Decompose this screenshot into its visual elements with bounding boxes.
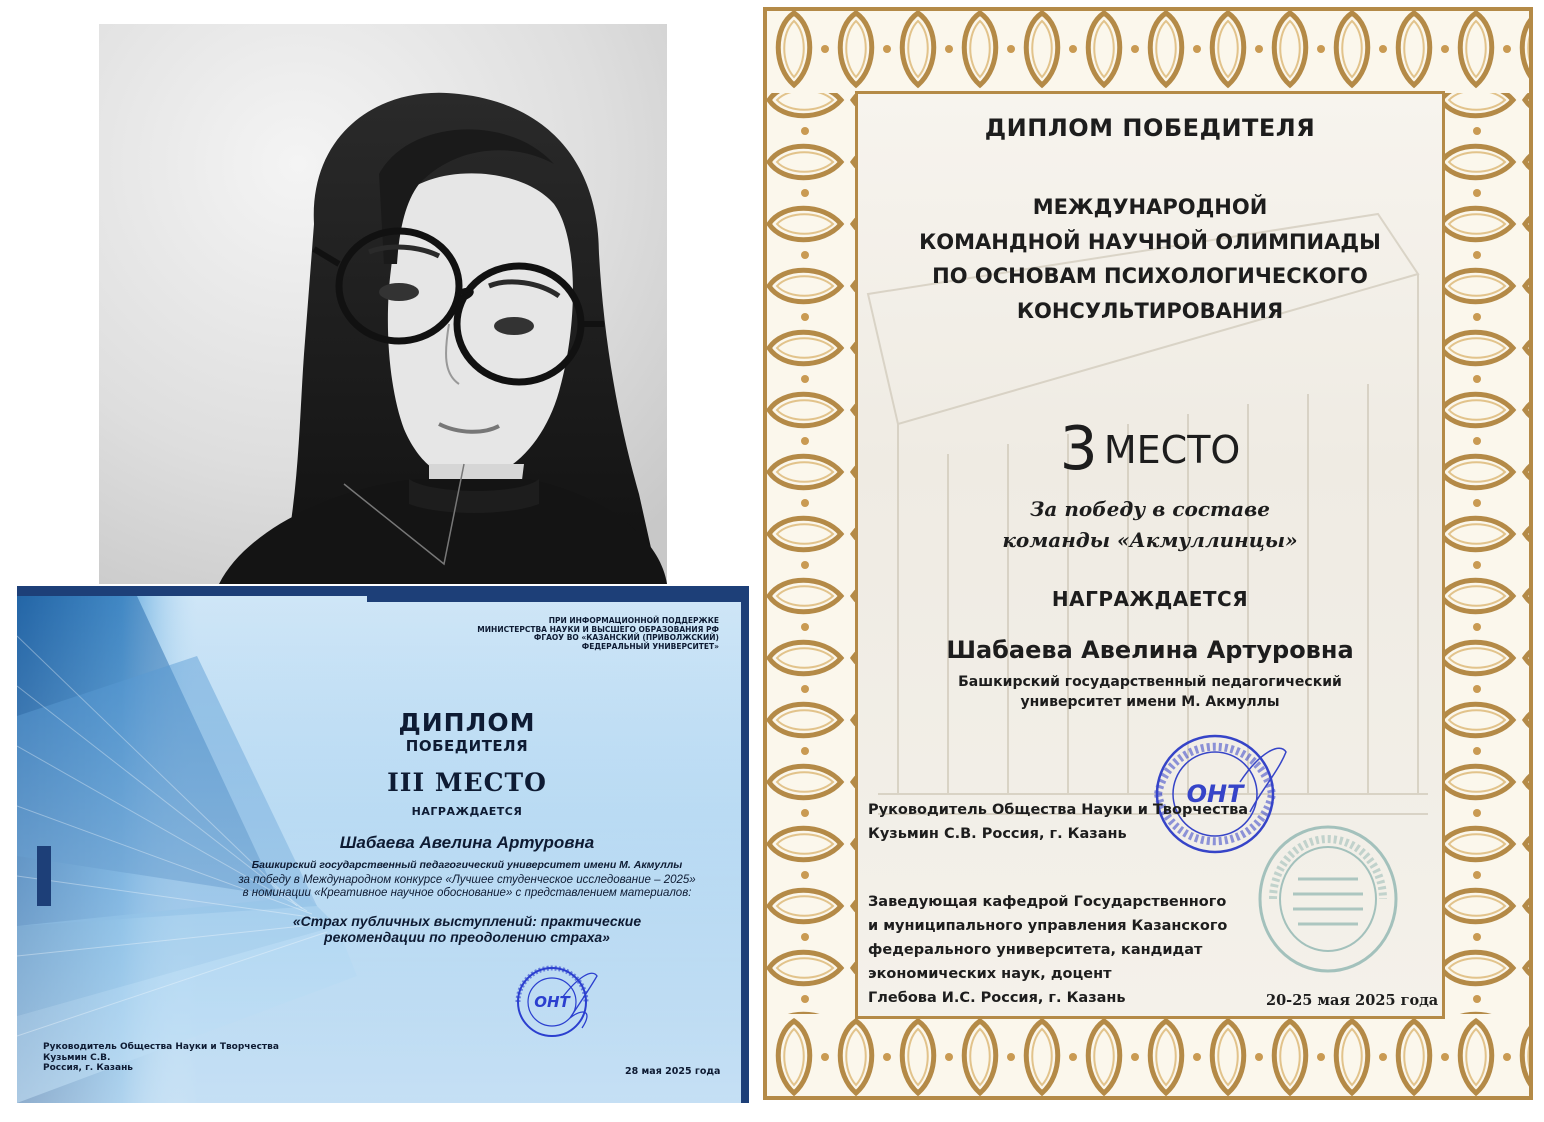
dept-line: экономических наук, доцент [868,966,1112,982]
blue-diploma-background [17,596,741,1103]
support-line: ПРИ ИНФОРМАЦИОННОЙ ПОДДЕРЖКЕ [548,616,719,625]
head-line: Кузьмин С.В. Россия, г. Казань [868,826,1127,842]
head-signature [43,1042,279,1074]
portrait-photo [99,24,667,584]
team-line: За победу в составе [1030,497,1270,521]
head-line: Руководитель Общества Науки и Творчества [868,802,1249,818]
dept-line: Глебова И.С. Россия, г. Казань [868,990,1126,1006]
olympiad-line: КОНСУЛЬТИРОВАНИЯ [1016,298,1284,323]
diploma-date: 28 мая 2025 года [625,1066,721,1077]
head-line: Кузьмин С.В. [43,1052,111,1063]
ont-stamp [512,958,600,1046]
gold-university [855,672,1445,712]
gold-diploma-date: 20-25 мая 2025 года [1266,992,1439,1009]
team-reason [855,494,1445,556]
support-line: ФГАОУ ВО «КАЗАНСКИЙ (ПРИВОЛЖСКИЙ) [533,633,719,642]
stamp-text: ОНТ [1186,780,1244,808]
place-label: III МЕСТО [387,768,547,797]
gold-awarded-label: НАГРАЖДАЕТСЯ [1051,587,1249,611]
team-line: команды «Акмуллинцы» [1002,528,1298,552]
place-word: МЕСТО [1103,428,1241,472]
gold-recipient-name: Шабаева Авелина Артуровна [946,636,1354,664]
head-line: Россия, г. Казань [43,1063,133,1073]
blue-diploma [17,586,749,1103]
diploma-subtitle: ПОБЕДИТЕЛЯ [405,737,529,755]
stamp-text: ОНТ [534,993,570,1011]
olympiad-line: МЕЖДУНАРОДНОЙ [1032,195,1268,219]
topic-title [197,913,737,945]
recipient-name: Шабаева Авелина Артуровна [339,833,595,852]
gold-diploma-title: ДИПЛОМ ПОБЕДИТЕЛЯ [984,114,1316,142]
topic-line: «Страх публичных выступлений: практические [292,913,642,929]
awarded-label: НАГРАЖДАЕТСЯ [411,805,523,818]
dept-line: и муниципального управления Казанского [868,918,1228,934]
place-number: 3 [1059,414,1098,484]
portrait-illustration [99,24,667,584]
university-name: Башкирский государственный педагогический университет имени М. Акмуллы [251,859,683,871]
dept-line: Заведующая кафедрой Государственного [868,894,1227,910]
support-line: ФЕДЕРАЛЬНЫЙ УНИВЕРСИТЕТ» [581,641,719,651]
dept-line: федерального университета, кандидат [868,942,1203,958]
university-line: Башкирский государственный педагогический [958,674,1342,690]
institute-stamp [1253,819,1403,979]
gold-dept-signature [868,890,1227,1010]
olympiad-title [855,190,1445,328]
university-line: университет имени М. Акмуллы [1020,694,1280,710]
diploma-title: ДИПЛОМ [398,708,536,737]
award-reason-line: за победу в Международном конкурсе «Лучшее студенческое исследование – 2025» [238,874,696,886]
gold-head-signature [868,798,1248,846]
support-line: МИНИСТЕРСТВА НАУКИ И ВЫСШЕГО ОБРАЗОВАНИЯ РФ [477,624,719,634]
award-reason [197,874,737,900]
gold-place [855,414,1445,484]
olympiad-line: ПО ОСНОВАМ ПСИХОЛОГИЧЕСКОГО [932,264,1368,288]
support-block [359,617,719,651]
topic-line: рекомендации по преодолению страха» [324,929,610,945]
olympiad-line: КОМАНДНОЙ НАУЧНОЙ ОЛИМПИАДЫ [919,229,1381,254]
head-line: Руководитель Общества Науки и Творчества [43,1042,279,1052]
award-reason-line: в номинации «Креативное научное обоснование» с представлением материалов: [242,887,692,899]
